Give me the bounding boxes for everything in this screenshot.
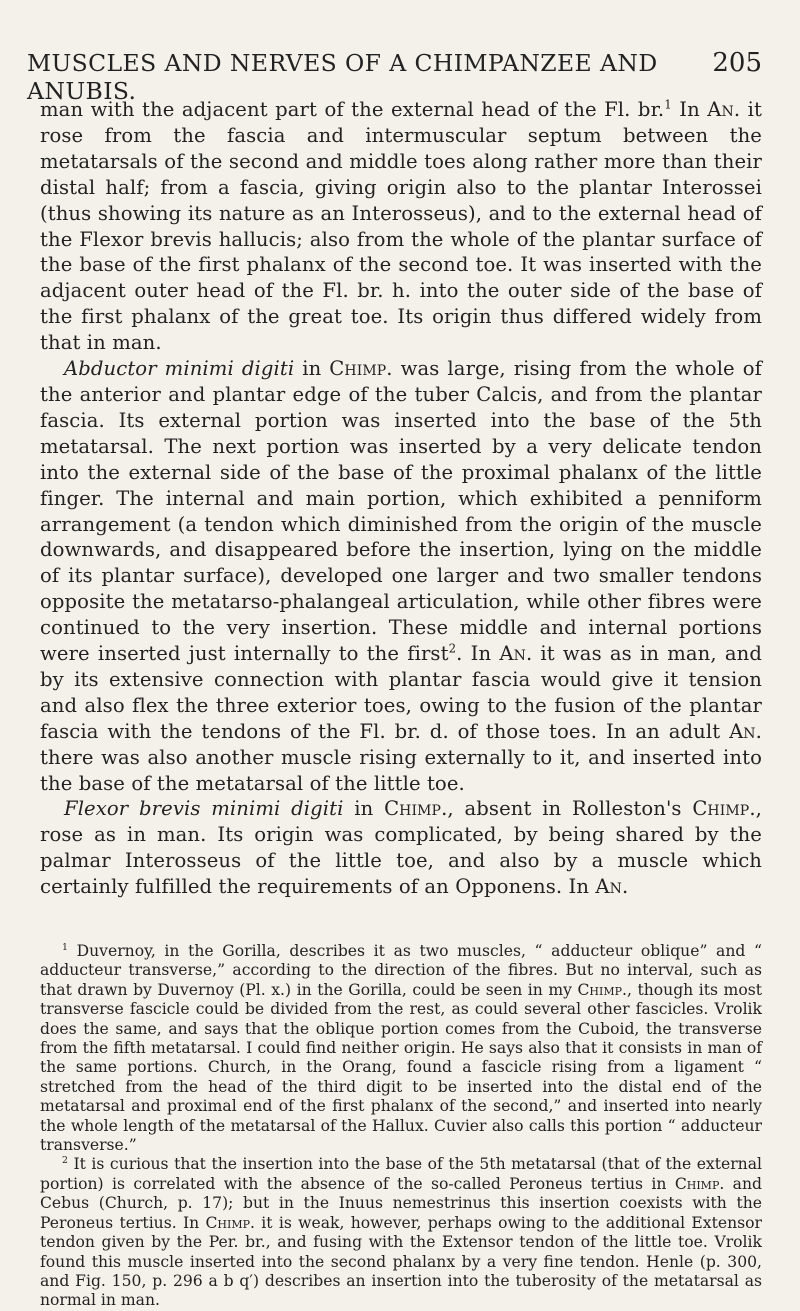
abbrev-chimp: Chimp.	[329, 357, 393, 381]
abbrev-chimp: Chimp.	[205, 1213, 255, 1232]
muscle-name-flexor: Flexor brevis minimi digiti	[64, 797, 344, 821]
running-title: MUSCLES AND NERVES OF A CHIMPANZEE AND ANUBIS.	[27, 49, 658, 105]
footnote-ref-1: 1	[664, 97, 672, 112]
paragraph-flexor-brevis-minimi-digiti: Flexor brevis minimi digiti in Chimp., absent in Rolleston's Chimp., rose as in man. Its origin was complicated, by being shared by the palmar Interosseus of the little toe, and also by a muscle which certainly fulfilled the requirements of an Opponens. In An.	[40, 797, 762, 899]
abbrev-anubis: An.	[499, 642, 533, 666]
muscle-name-abductor: Abductor minimi digiti	[64, 357, 295, 381]
footnotes	[40, 942, 762, 1311]
footnote-number-2: 2	[62, 1155, 68, 1167]
footnote-1: $^1$ Duvernoy, in the Gorilla, describes it as two muscles, “ adducteur oblique” and “ adducteur transverse,” according to the direction of the fibres. But no interval, such as that drawn by Duvernoy (Pl. x.) in the Gorilla, could be seen in my Chimp., though its most transverse fascicle could be divided from the rest, as could several other fascicles. Vrolik does the same, and says that the oblique portion comes from the Cuboid, the transverse from the fifth metatarsal. I could find neither origin. He says also that it consists in man of the same portions. Church, in the Orang, found a fascicle rising from a ligament “ stretched from the head of the third digit to be inserted into the distal end of the metatarsal and proximal end of the first phalanx of the second,” and inserted into nearly the whole length of the metatarsal of the Hallux. Cuvier also calls this portion “ adducteur transverse.”	[40, 941, 762, 1155]
abbrev-anubis: An.	[729, 719, 762, 743]
abbrev-anubis: An.	[707, 98, 741, 121]
paragraph-abductor-minimi-digiti: Abductor minimi digiti in Chimp. was large, rising from the whole of the anterior and plantar edge of the tuber Calcis, and from the plantar fascia. Its external portion was inserted into the base of the 5th metatarsal. The next portion was inserted by a very delicate tendon into the external side of the base of the proximal phalanx of the little finger. The internal and main portion, which exhibited a penniform arrangement (a tendon which diminished from the origin of the muscle downwards, and disappeared before the insertion, lying on the middle of its plantar surface), developed one larger and two smaller tendons opposite the metatarso-phalangeal articulation, while other fibres were continued to the very insertion. These middle and internal portions were inserted just internally to the first$^2$. In An. it was as in man, and by its extensive connection with plantar fascia would give it tension and also flex the three exterior toes, owing to the fusion of the plantar fascia with the tendons of the Fl. br. d. of those toes. In an adult An. there was also another muscle rising externally to it, and inserted into the base of the metatarsal of the little toe.	[40, 357, 763, 795]
footnote-2: $^2$ It is curious that the insertion into the base of the 5th metatarsal (that of the external portion) is correlated with the absence of the so-called Peroneus tertius in Chimp. and Cebus (Church, p. 17); but in the Inuus nemestrinus this insertion coexists with the Peroneus tertius. In Chimp. it is weak, however, perhaps owing to the additional Extensor tendon given by the Per. br., and fusing with the Extensor tendon of the little toe. Vrolik found this muscle inserted into the second phalanx by a very fine tendon. Henle (p. 300, and Fig. 150, p. 296 a b q′) describes an insertion into the tuberosity of the metatarsal as normal in man.	[40, 1155, 763, 1310]
body-text	[40, 97, 762, 900]
footnote-ref-2: 2	[448, 641, 457, 656]
footnote-number-1: 1	[62, 941, 68, 953]
abbrev-anubis: An.	[595, 875, 629, 899]
page-number: 205	[712, 48, 762, 78]
paragraph-opposing-continuation: man with the adjacent part of the external head of the Fl. br.$^1$ In An. it rose from the fascia and intermuscular septum between the metatarsals of the second and middle toes along rather more than their distal half; from a fascia, giving origin also to the plantar Interossei (thus showing its nature as an Interosseus), and to the external head of the Flexor brevis hallucis; also from the whole of the plantar surface of the base of the first phalanx of the second toe. It was inserted with the adjacent outer head of the Fl. br. h. into the outer side of the base of the first phalanx of the great toe. Its origin thus differed widely from that in man.	[40, 97, 763, 355]
abbrev-chimp: Chimp.	[577, 980, 627, 999]
abbrev-chimp: Chimp.	[692, 797, 756, 821]
abbrev-chimp: Chimp.	[674, 1174, 725, 1193]
abbrev-chimp: Chimp.	[384, 797, 448, 821]
